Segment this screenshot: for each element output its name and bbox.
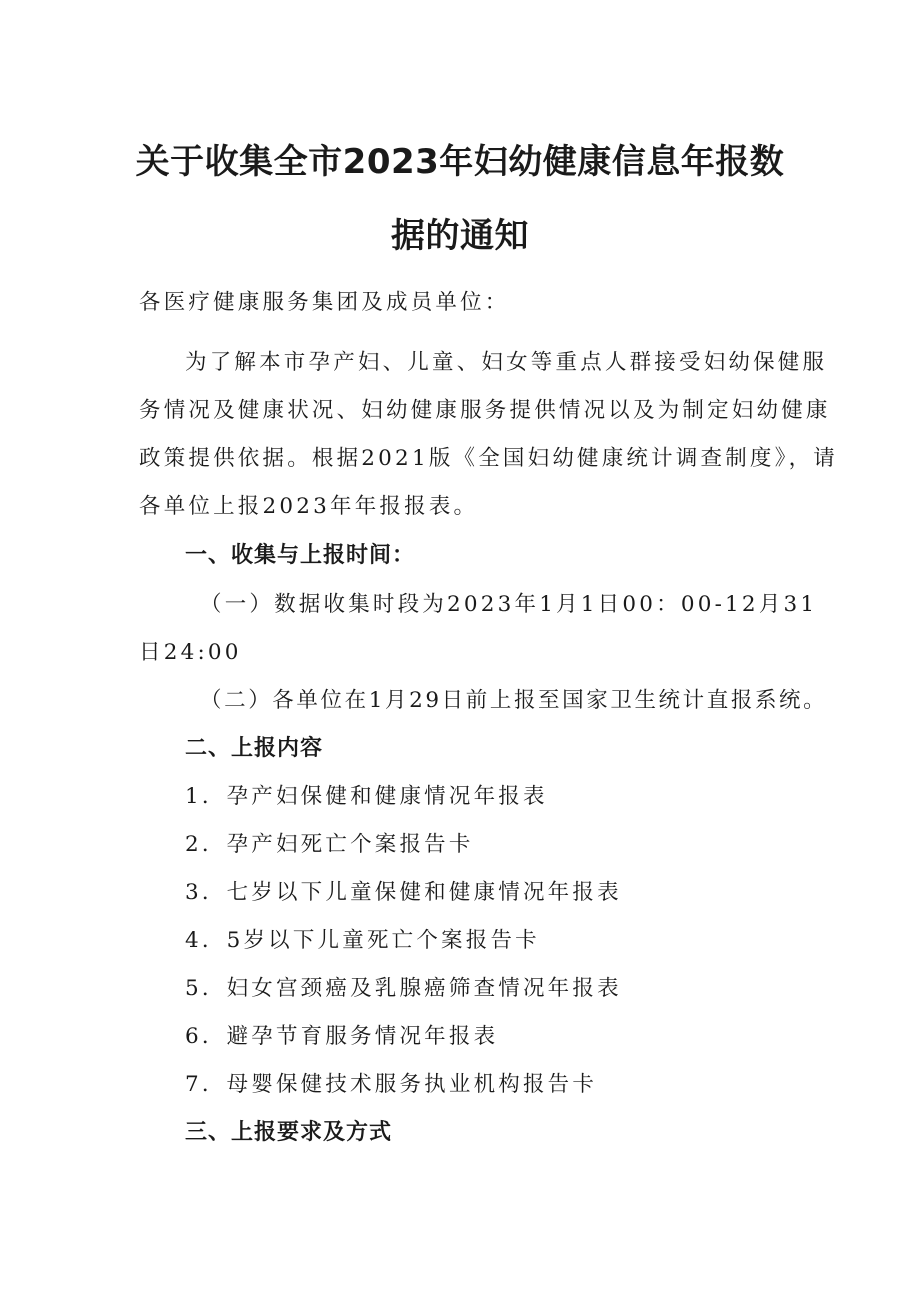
section-1-item-1-line-2: 日24:00	[139, 640, 242, 665]
section-2-list-item: 6．避孕节育服务情况年报表	[185, 1024, 499, 1049]
intro-paragraph-line-4: 各单位上报2023年年报报表。	[139, 494, 479, 519]
section-1-heading: 一、收集与上报时间：	[185, 543, 416, 568]
section-1-item-1-line-1: （一）数据收集时段为2023年1月1日00：00-12月31	[200, 592, 818, 617]
section-2-list-item: 1．孕产妇保健和健康情况年报表	[185, 784, 548, 809]
intro-paragraph-line-1: 为了解本市孕产妇、儿童、妇女等重点人群接受妇幼保健服	[185, 350, 828, 375]
intro-paragraph-line-3: 政策提供依据。根据2021版《全国妇幼健康统计调查制度》，请	[139, 446, 838, 471]
salutation: 各医疗健康服务集团及成员单位：	[139, 290, 510, 315]
section-2-heading: 二、上报内容	[185, 736, 324, 761]
document-title-line-2: 据的通知	[391, 216, 529, 256]
section-2-list-item: 5．妇女宫颈癌及乳腺癌筛查情况年报表	[185, 976, 622, 1001]
section-2-list-item: 7．母婴保健技术服务执业机构报告卡	[185, 1072, 598, 1097]
section-1-item-2: （二）各单位在1月29日前上报至国家卫生统计直报系统。	[200, 688, 828, 713]
section-2-list-item: 2．孕产妇死亡个案报告卡	[185, 832, 474, 857]
section-2-list-item: 3．七岁以下儿童保健和健康情况年报表	[185, 880, 622, 905]
section-2-list-item: 4．5岁以下儿童死亡个案报告卡	[185, 928, 540, 953]
document-title-line-1: 关于收集全市2023年妇幼健康信息年报数	[135, 142, 785, 182]
intro-paragraph-line-2: 务情况及健康状况、妇幼健康服务提供情况以及为制定妇幼健康	[139, 398, 831, 423]
section-3-heading: 三、上报要求及方式	[185, 1120, 393, 1145]
